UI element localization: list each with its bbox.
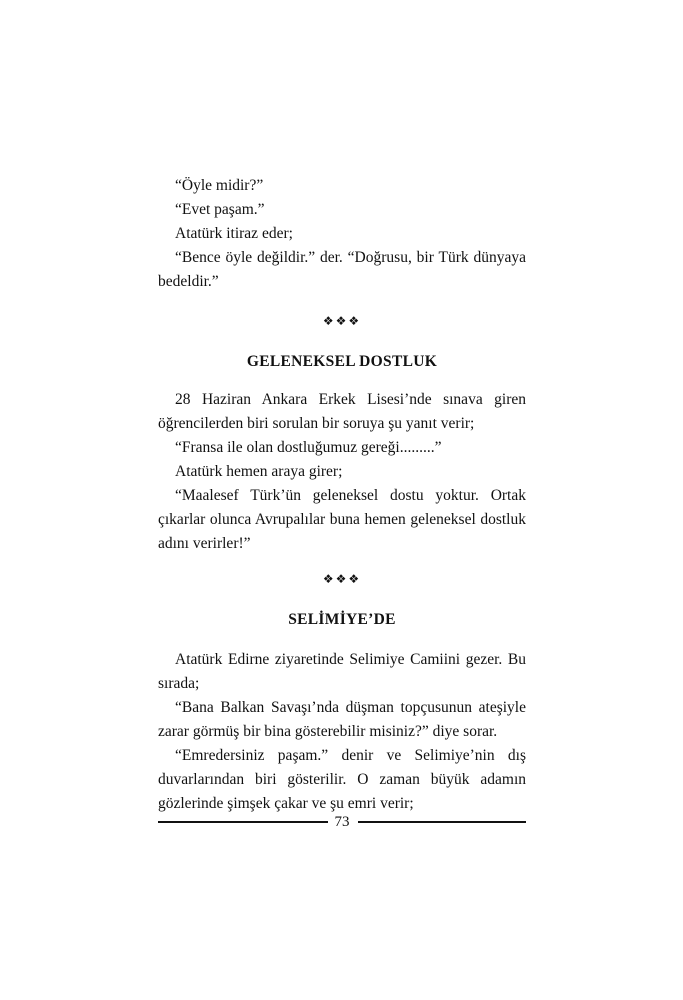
paragraph: 28 Haziran Ankara Erkek Lisesi’nde sınava giren öğrencilerden biri sorulan bir soruya şu yanıt verir; (158, 391, 526, 432)
paragraph: “Emredersiniz paşam.” denir ve Selimiye’nin dış duvarlarından biri gösterilir. O zaman büyük adamın gözlerinde şimşek çakar ve şu emri verir; (158, 747, 526, 812)
paragraph: Atatürk hemen araya girer; (175, 463, 343, 480)
paragraph: “Bana Balkan Savaşı’nda düşman topçusunun ateşiyle zarar görmüş bir bina gösterebilir misiniz?” diye sorar. (158, 699, 526, 740)
section-ornament: ❖❖❖ (322, 314, 362, 328)
paragraph: Atatürk Edirne ziyaretinde Selimiye Camiini gezer. Bu sırada; (158, 651, 526, 692)
section-ornament: ❖❖❖ (322, 572, 362, 586)
dialogue-paragraph: “Bence öyle değildir.” der. “Doğrusu, bir Türk dünyaya bedeldir.” (158, 249, 526, 290)
section-heading: SELİMİYE’DE (288, 611, 396, 628)
page-footer (158, 812, 526, 832)
section-body (158, 648, 526, 816)
paragraph: “Maalesef Türk’ün geleneksel dostu yoktur. Ortak çıkarlar olunca Avrupalılar buna hemen geleneksel dostluk adını verirler!” (158, 487, 526, 552)
section-heading: GELENEKSEL DOSTLUK (246, 353, 438, 370)
dialogue-line: “Öyle midir?” (175, 177, 264, 194)
page-number: 73 (334, 814, 350, 830)
narration-line: Atatürk itiraz eder; (175, 225, 293, 242)
section-body (158, 388, 526, 556)
dialogue-line: “Evet paşam.” (175, 201, 265, 218)
paragraph: “Fransa ile olan dostluğumuz gereği.........” (175, 439, 442, 456)
footer-rule (358, 821, 526, 823)
opening-dialogue (158, 174, 526, 294)
